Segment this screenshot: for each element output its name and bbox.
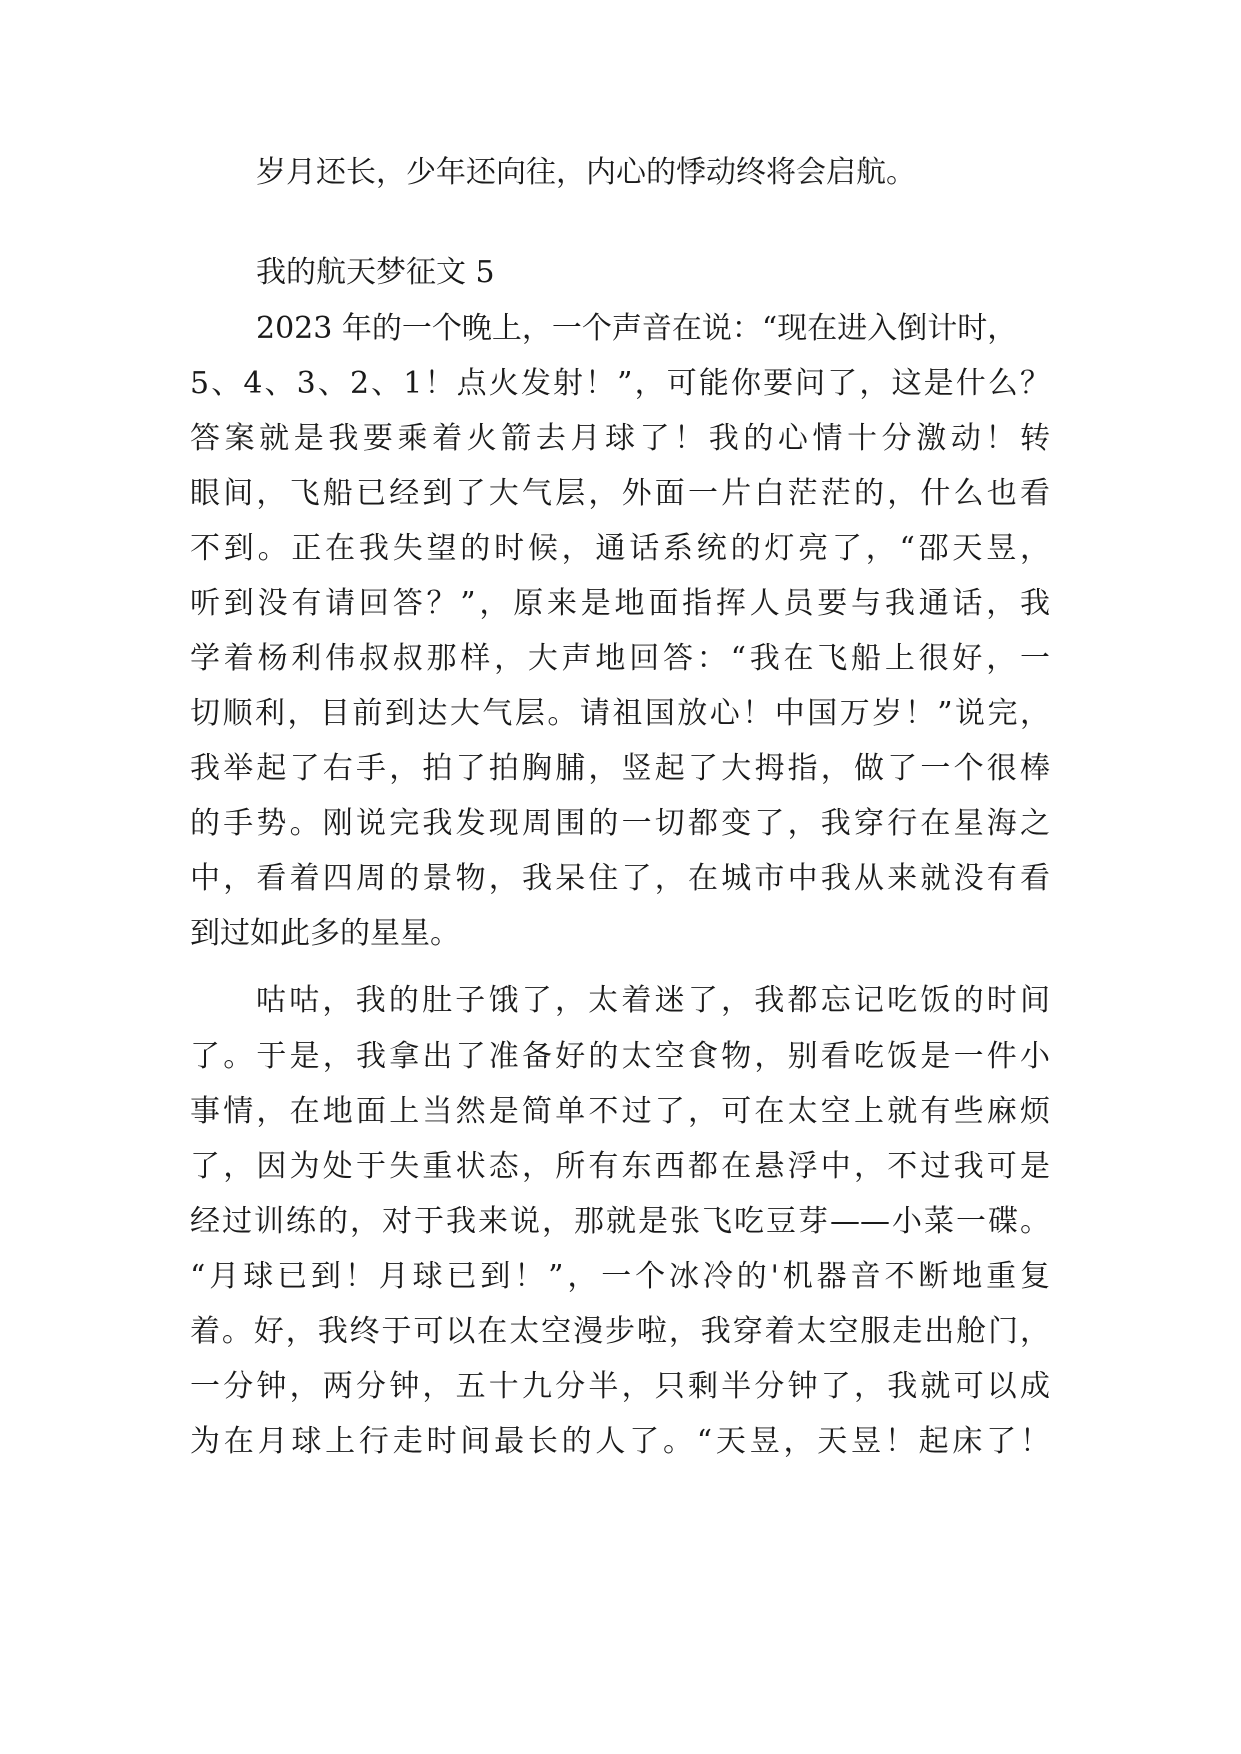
paragraph-line: 中，看着四周的景物，我呆住了，在城市中我从来就没有看 xyxy=(190,861,1050,896)
paragraph-line: 一分钟，两分钟，五十九分半，只剩半分钟了，我就可以成 xyxy=(190,1369,1050,1404)
paragraph-line: 学着杨利伟叔叔那样，大声地回答：“我在飞船上很好，一 xyxy=(190,641,1050,676)
paragraph-line: 经过训练的，对于我来说，那就是张飞吃豆芽——小菜一碟。 xyxy=(190,1204,1050,1239)
paragraph-line: 2023 年的一个晚上，一个声音在说：“现在进入倒计时， xyxy=(256,311,1018,346)
paragraph-line: 到过如此多的星星。 xyxy=(190,916,460,951)
paragraph-line: 了。于是，我拿出了准备好的太空食物，别看吃饭是一件小 xyxy=(190,1039,1050,1074)
paragraph-line: “月球已到！月球已到！”，一个冰冷的'机器音不断地重复 xyxy=(190,1259,1050,1294)
paragraph-line: 了，因为处于失重状态，所有东西都在悬浮中，不过我可是 xyxy=(190,1149,1050,1184)
paragraph-line: 答案就是我要乘着火箭去月球了！我的心情十分激动！转 xyxy=(190,421,1050,456)
paragraph-line: 切顺利，目前到达大气层。请祖国放心！中国万岁！”说完， xyxy=(190,696,1050,731)
paragraph-line: 的手势。刚说完我发现周围的一切都变了，我穿行在星海之 xyxy=(190,806,1050,841)
paragraph-line: 不到。正在我失望的时候，通话系统的灯亮了，“邵天昱， xyxy=(190,531,1050,566)
paragraph-line: 我举起了右手，拍了拍胸脯，竖起了大拇指，做了一个很棒 xyxy=(190,751,1050,786)
paragraph-line: 为在月球上行走时间最长的人了。“天昱，天昱！起床了！ xyxy=(190,1424,1050,1459)
paragraph-line: 咕咕，我的肚子饿了，太着迷了，我都忘记吃饭的时间 xyxy=(256,983,1050,1018)
closing-line: 岁月还长，少年还向往，内心的悸动终将会启航。 xyxy=(256,155,916,190)
section-title: 我的航天梦征文 5 xyxy=(256,255,495,290)
paragraph-line: 眼间，飞船已经到了大气层，外面一片白茫茫的，什么也看 xyxy=(190,476,1050,511)
paragraph-line: 着。好，我终于可以在太空漫步啦，我穿着太空服走出舱门， xyxy=(190,1314,1050,1349)
paragraph-line: 事情，在地面上当然是简单不过了，可在太空上就有些麻烦 xyxy=(190,1094,1050,1129)
paragraph-line: 5、4、3、2、1！点火发射！”，可能你要问了，这是什么？ xyxy=(190,366,1050,401)
paragraph-line: 听到没有请回答？”，原来是地面指挥人员要与我通话，我 xyxy=(190,586,1050,621)
